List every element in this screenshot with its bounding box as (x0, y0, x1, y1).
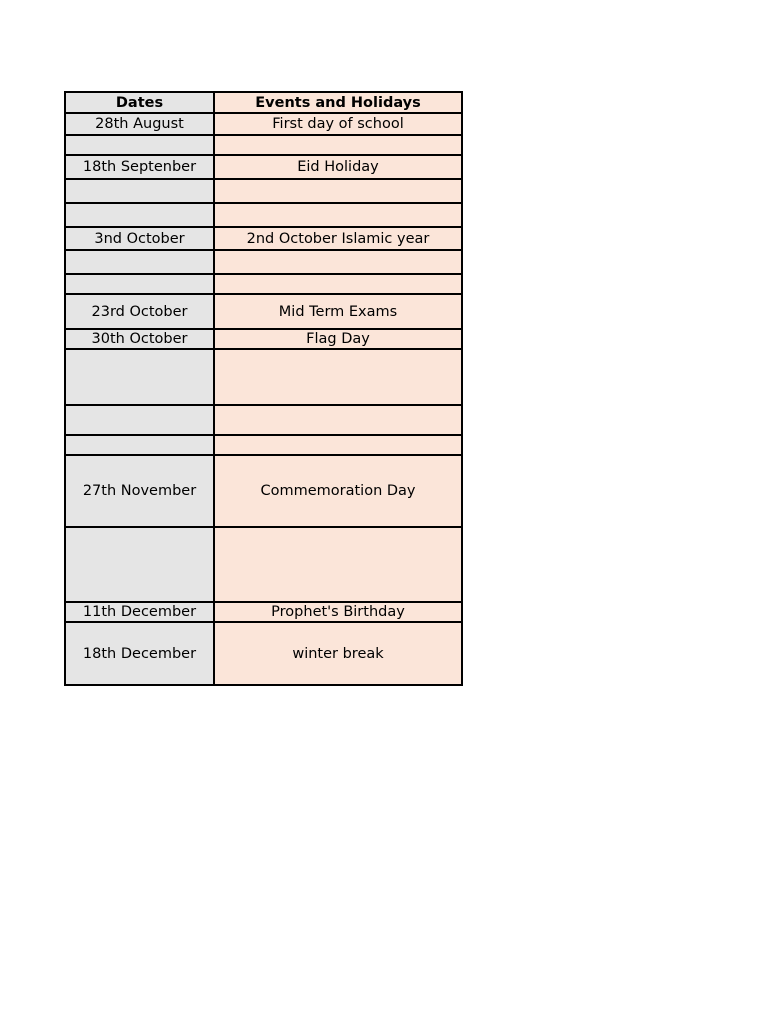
table-row (65, 113, 462, 135)
table-row (65, 602, 462, 622)
date-cell: 11th December (65, 602, 214, 622)
event-cell (214, 203, 462, 227)
event-cell (214, 405, 462, 435)
date-cell: 3nd October (65, 227, 214, 250)
table-row (65, 135, 462, 155)
event-cell (214, 435, 462, 455)
event-cell: Commemoration Day (214, 455, 462, 527)
event-cell: 2nd October Islamic year (214, 227, 462, 250)
table-row (65, 622, 462, 685)
table-row (65, 405, 462, 435)
table-row (65, 155, 462, 179)
date-cell: 18th December (65, 622, 214, 685)
table-row (65, 274, 462, 294)
event-cell: Flag Day (214, 329, 462, 349)
date-cell (65, 349, 214, 405)
events-table (64, 91, 463, 686)
table-row (65, 329, 462, 349)
event-cell (214, 349, 462, 405)
event-cell: Eid Holiday (214, 155, 462, 179)
date-cell (65, 527, 214, 602)
event-cell: Mid Term Exams (214, 294, 462, 329)
event-cell (214, 250, 462, 274)
table-row (65, 527, 462, 602)
date-cell (65, 405, 214, 435)
date-cell: 30th October (65, 329, 214, 349)
event-cell (214, 135, 462, 155)
event-cell (214, 274, 462, 294)
event-cell: winter break (214, 622, 462, 685)
table-row (65, 203, 462, 227)
table-row (65, 250, 462, 274)
date-cell: 28th August (65, 113, 214, 135)
date-cell (65, 179, 214, 203)
date-cell (65, 274, 214, 294)
events-column-header: Events and Holidays (214, 92, 462, 113)
date-cell: 23rd October (65, 294, 214, 329)
table-row (65, 227, 462, 250)
table-row (65, 435, 462, 455)
header-row (65, 92, 462, 113)
date-cell (65, 250, 214, 274)
event-cell: First day of school (214, 113, 462, 135)
event-cell (214, 179, 462, 203)
dates-column-header: Dates (65, 92, 214, 113)
date-cell: 18th Septenber (65, 155, 214, 179)
date-cell (65, 435, 214, 455)
event-cell: Prophet's Birthday (214, 602, 462, 622)
event-cell (214, 527, 462, 602)
table-row (65, 294, 462, 329)
table-row (65, 349, 462, 405)
date-cell (65, 135, 214, 155)
table-row (65, 179, 462, 203)
table-row (65, 455, 462, 527)
date-cell (65, 203, 214, 227)
date-cell: 27th November (65, 455, 214, 527)
